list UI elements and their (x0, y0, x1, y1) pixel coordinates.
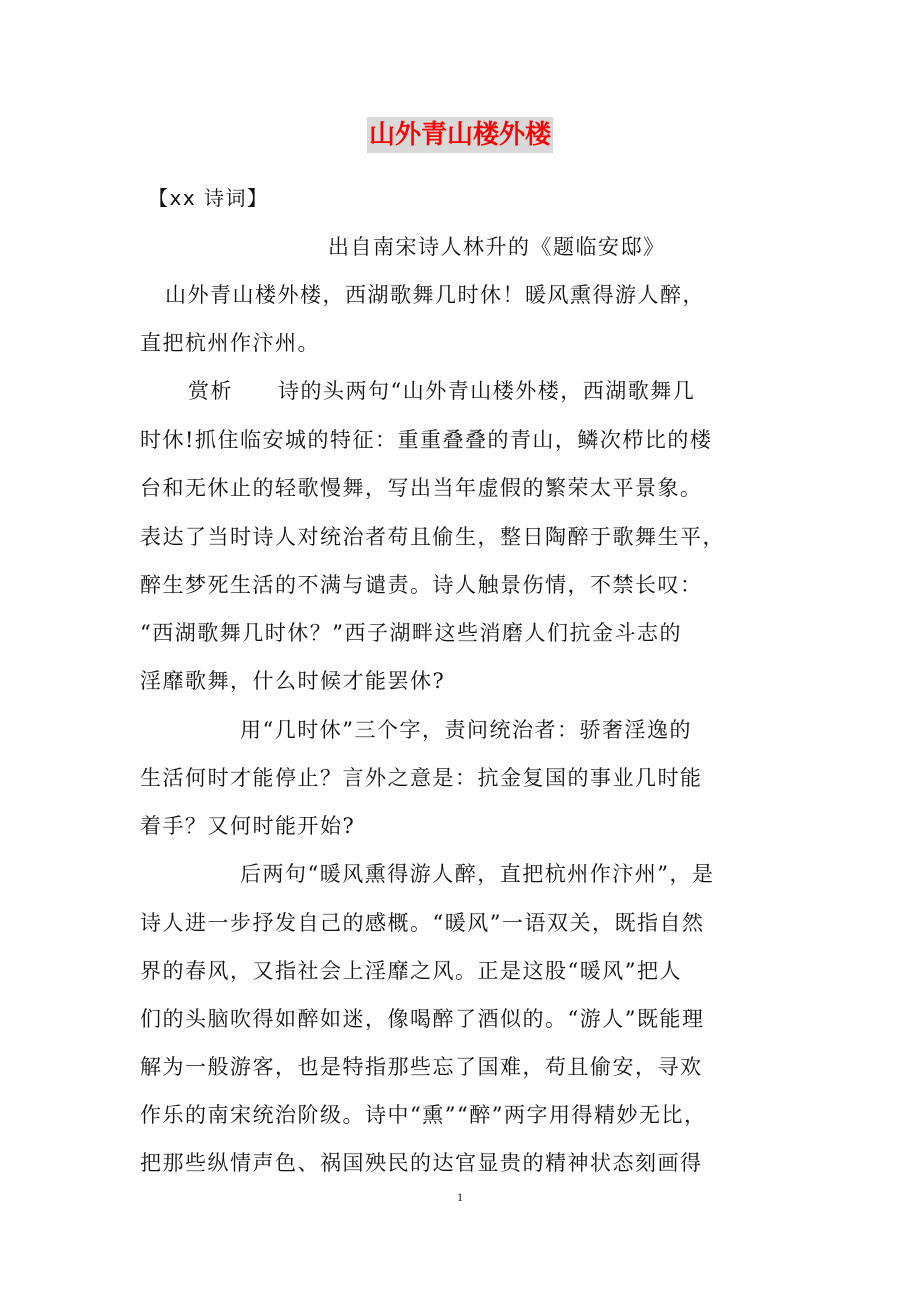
analysis-line: 后两句“暖风熏得游人醉，直把杭州作汴州”，是 (240, 862, 715, 886)
analysis-line: 界的春风，又指社会上淫靡之风。正是这股“暖风”把人 (140, 959, 682, 983)
analysis-line: “西湖歌舞几时休？”西子湖畔这些消磨人们抗金斗志的 (140, 621, 682, 645)
document-title: 山外青山楼外楼 (367, 117, 553, 153)
analysis-line: 淫靡歌舞，什么时候才能罢休? (140, 669, 446, 693)
analysis-line: 生活何时才能停止？言外之意是：抗金复国的事业几时能 (140, 766, 703, 790)
analysis-line: 时休!抓住临安城的特征：重重叠叠的青山，鳞次栉比的楼 (140, 428, 713, 452)
analysis-line: 赏析 诗的头两句“山外青山楼外楼，西湖歌舞几 (188, 379, 696, 403)
analysis-line: 作乐的南宋统治阶级。诗中“熏”“醉”两字用得精妙无比， (140, 1103, 707, 1127)
page-number: 1 (457, 1190, 463, 1204)
category-label: 【xx 诗词】 (148, 186, 269, 210)
title-container (0, 117, 920, 153)
analysis-line: 表达了当时诗人对统治者苟且偷生，整日陶醉于歌舞生平， (140, 525, 725, 549)
analysis-line: 解为一般游客，也是特指那些忘了国难，苟且偷安，寻欢 (140, 1055, 703, 1079)
analysis-line: 用“几时休”三个字，责问统治者：骄奢淫逸的 (240, 718, 692, 742)
analysis-line: 诗人进一步抒发自己的感概。“暖风”一语双关，既指自然 (140, 911, 705, 935)
analysis-line: 们的头脑吹得如醉如迷，像喝醉了酒似的。“游人”既能理 (140, 1007, 705, 1031)
poem-line-1: 山外青山楼外楼，西湖歌舞几时休！暖风熏得游人醉， (165, 283, 705, 307)
analysis-line: 台和无休止的轻歌慢舞，写出当年虚假的繁荣太平景象。 (140, 476, 703, 500)
poem-source: 出自南宋诗人林升的《题临安邸》 (328, 235, 666, 259)
poem-line-2: 直把杭州作汴州。 (140, 331, 320, 355)
analysis-line: 把那些纵情声色、祸国殃民的达官显贵的精神状态刻画得 (140, 1151, 703, 1175)
analysis-line: 醉生梦死生活的不满与谴责。诗人触景伤情，不禁长叹： (140, 573, 703, 597)
analysis-line: 着手？又何时能开始? (140, 814, 356, 838)
